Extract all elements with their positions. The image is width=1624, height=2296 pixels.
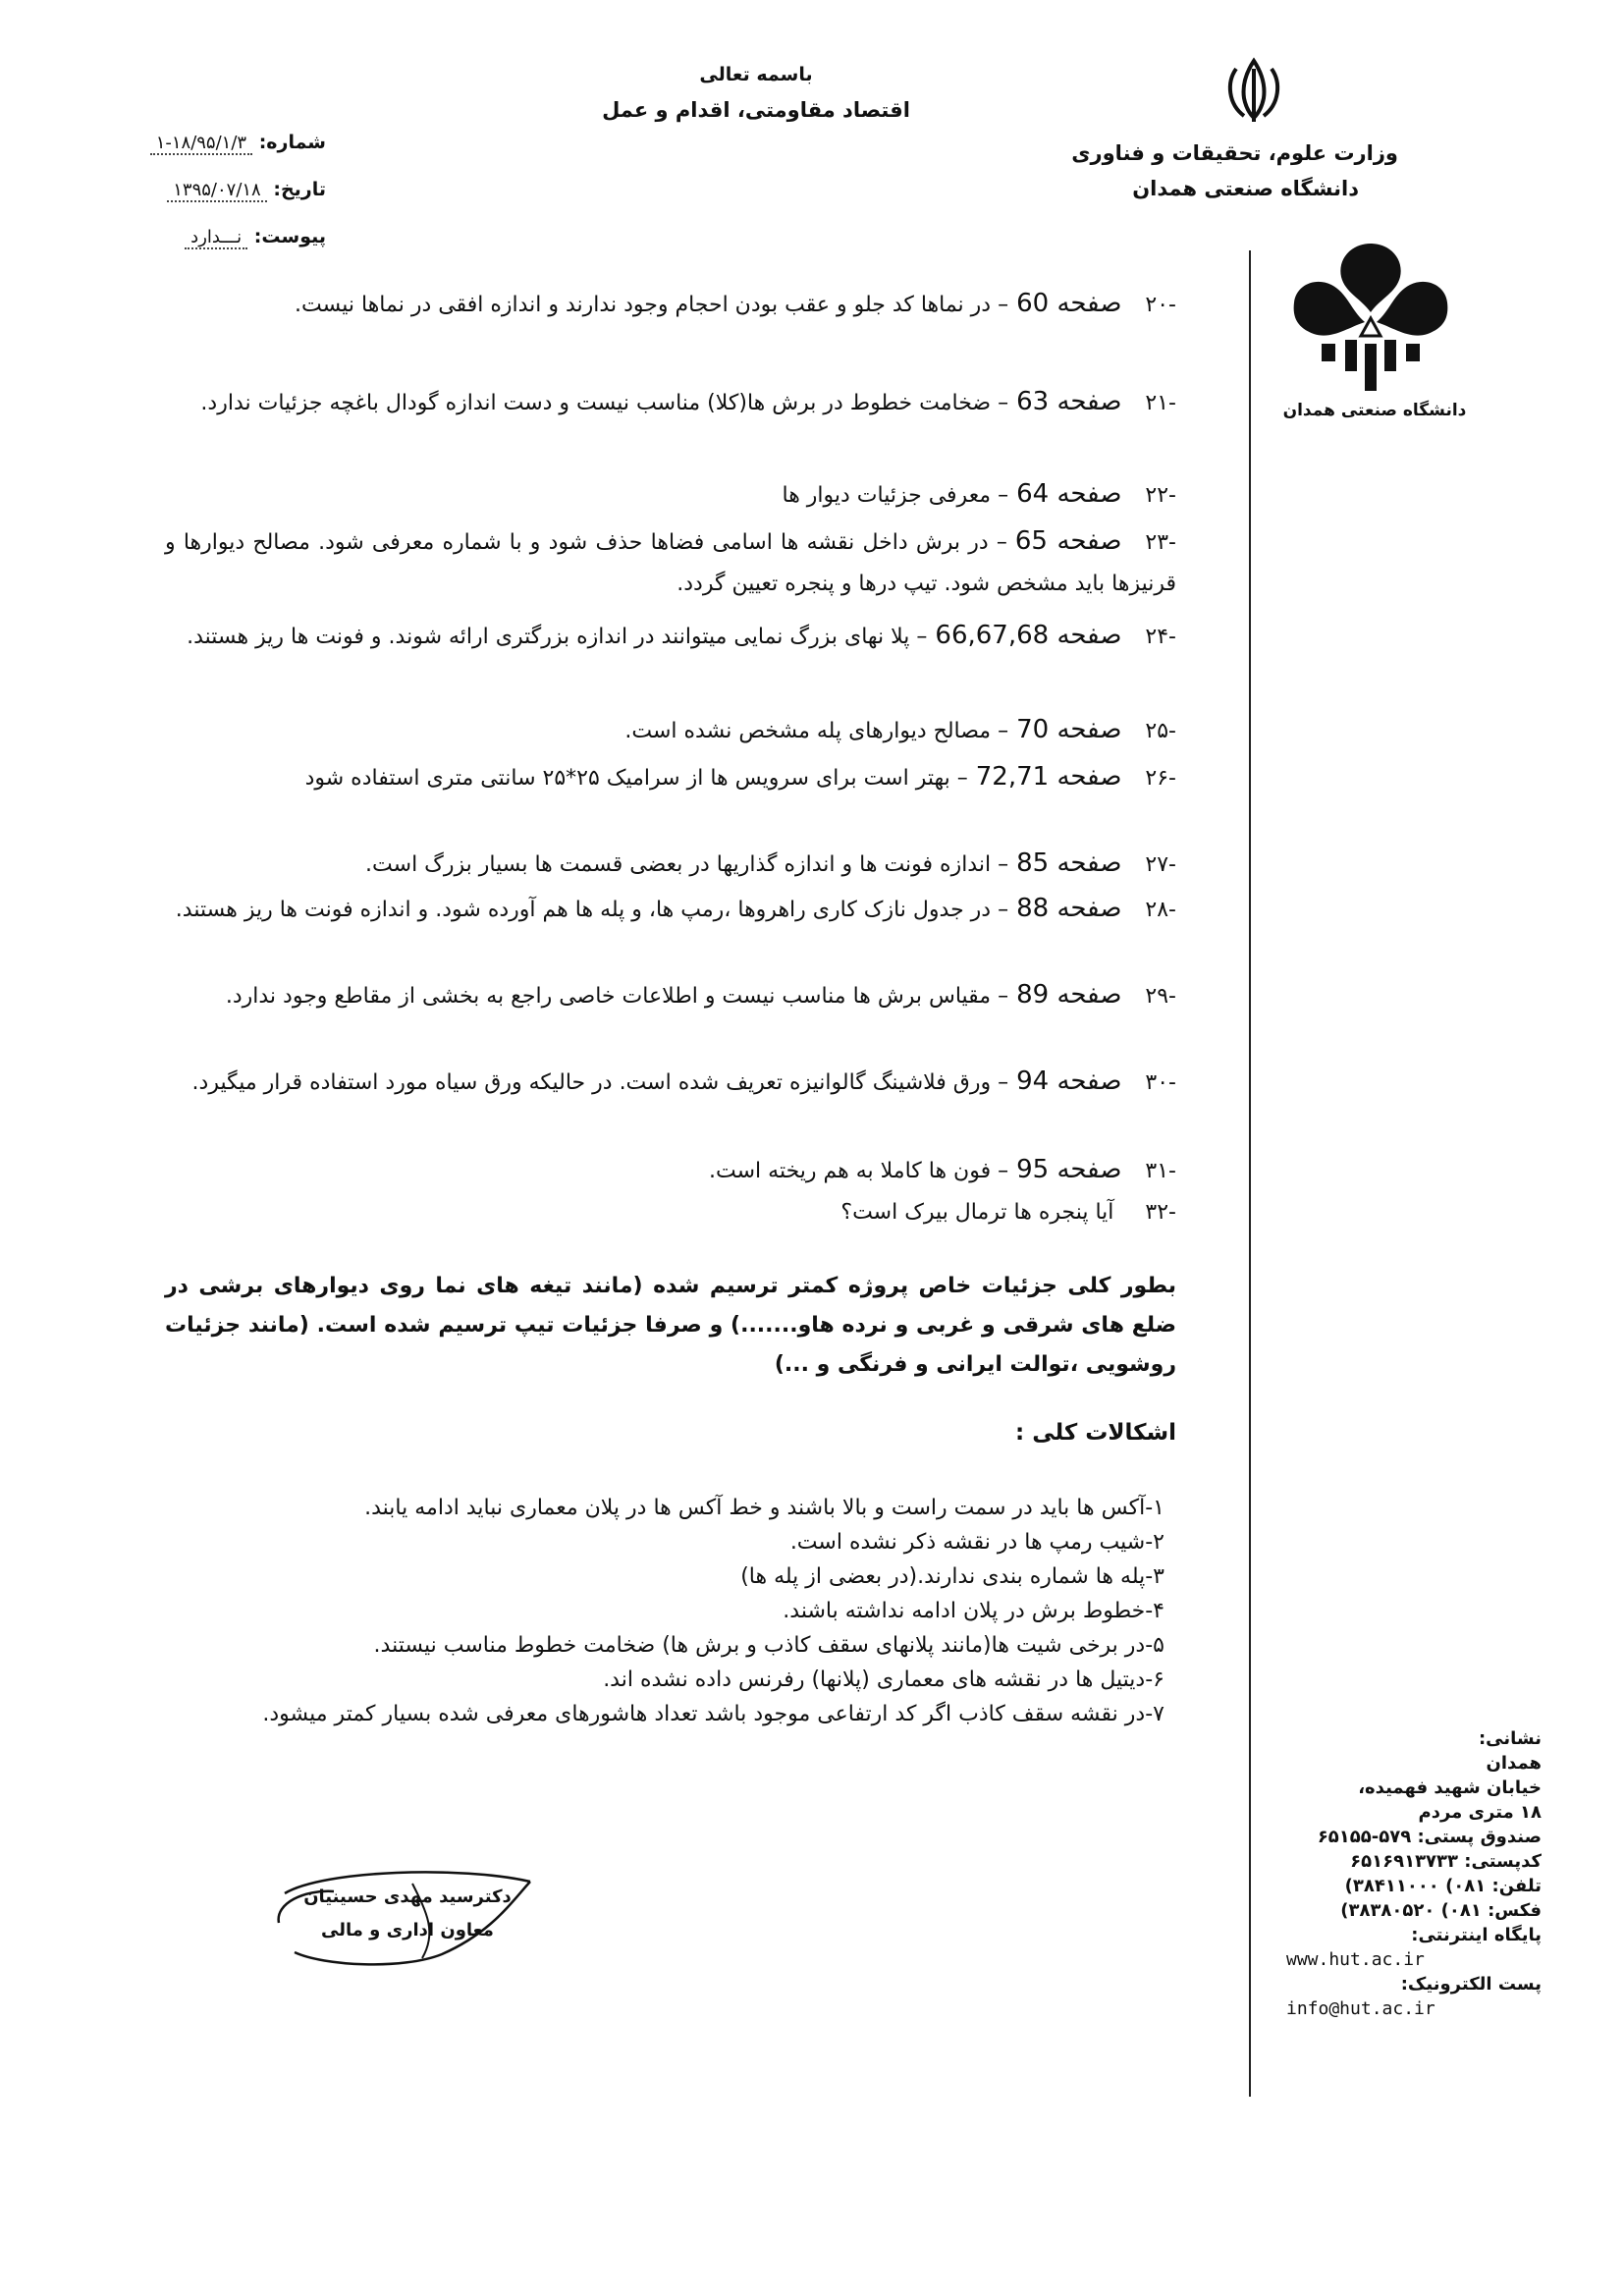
list-item: -۳۲آیا پنجره ها ترمال بیرک است؟	[840, 1200, 1176, 1225]
signatory	[275, 1881, 540, 1947]
list-item: ۶-دیتیل ها در نقشه های معماری (پلانها) رفرنس داده نشده اند.	[603, 1667, 1164, 1692]
address-phone: تلفن: ۰۸۱) ۳۸۴۱۱۰۰۰)	[1344, 1876, 1542, 1896]
general-issues-list	[173, 1491, 1164, 1731]
letter-attachment-value: نـــدارد	[185, 227, 247, 249]
bismillah: باسمه تعالی	[699, 64, 813, 85]
website-label: پایگاه اینترنتی:	[1411, 1925, 1542, 1945]
list-item: -۲۰صفحه 60– در نماها کد جلو و عقب بودن احجام وجود ندارند و اندازه افقی در نماها نیست.	[295, 289, 1176, 318]
margin-divider	[1249, 250, 1251, 2097]
list-item: -۲۲صفحه 64– معرفی جزئیات دیوار ها	[782, 479, 1176, 509]
list-item: -۳۰صفحه 94– ورق فلاشینگ گالوانیزه تعریف شده است. در حالیکه ورق سیاه مورد استفاده قرار میگیرد.	[191, 1066, 1176, 1096]
university-logo-icon	[1282, 234, 1459, 401]
list-item: -۲۵صفحه 70– مصالح دیوارهای پله مشخص نشده است.	[624, 715, 1176, 744]
website-link[interactable]: www.hut.ac.ir	[1286, 1949, 1425, 1970]
list-item: -۲۳صفحه 65– در برش داخل نقشه ها اسامی فضاها حذف شود و با شماره معرفی شود. مصالح دیوارها و قرنیزها باید مشخص شود. تیپ درها و پنجره تعیین گردد.	[165, 526, 1176, 596]
email-label: پست الکترونیک:	[1400, 1974, 1542, 1995]
signatory-title: معاون اداری و مالی	[321, 1920, 494, 1941]
address-city: همدان	[1486, 1753, 1542, 1774]
address-fax: فکس: ۰۸۱) ۳۸۳۸۰۵۲۰)	[1340, 1900, 1542, 1921]
list-item: ۱-آکس ها باید در سمت راست و بالا باشند و خط آکس ها در پلان معماری نباید ادامه یابند.	[364, 1496, 1164, 1520]
letter-date-value: ۱۳۹۵/۰۷/۱۸	[167, 180, 266, 202]
letter-attachment: پیوست: نـــدارد	[31, 226, 326, 247]
list-item: -۳۱صفحه 95– فون ها کاملا به هم ریخته است.	[709, 1155, 1176, 1184]
iran-emblem-icon	[1222, 55, 1285, 126]
list-item: -۲۷صفحه 85– اندازه فونت ها و اندازه گذاریها در بعضی قسمت ها بسیار بزرگ است.	[365, 848, 1176, 878]
email-link[interactable]: info@hut.ac.ir	[1286, 1998, 1435, 2019]
list-item: -۲۸صفحه 88– در جدول نازک کاری راهروها ،رمپ ها، و پله ها هم آورده شود. و اندازه فونت ها ریز هستند.	[175, 894, 1176, 923]
address-postal: کدپستی: ۶۵۱۶۹۱۳۷۳۳	[1350, 1851, 1542, 1872]
letter-number: شماره: ۱۸/۹۵/۱/۳-۱	[31, 132, 326, 153]
summary-paragraph: بطور کلی جزئیات خاص پروژه کمتر ترسیم شده (مانند تیغه های نما روی دیوارهای برشی در ضلع های شرقی و غربی و نرده هاو.......) و صرفا جزئیات تیپ ترسیم شده است. (مانند جزئیات روشویی ،توالت ایرانی و فرنگی و ...)	[165, 1274, 1176, 1377]
ministry-block	[986, 136, 1398, 206]
address-pobox: صندوق پستی: ۵۷۹-۶۵۱۵۵	[1317, 1827, 1542, 1847]
list-item: -۲۶صفحه 72,71– بهتر است برای سرویس ها از سرامیک ۲۵*۲۵ سانتی متری استفاده شود	[304, 762, 1176, 792]
address-street2: ۱۸ متری مردم	[1418, 1802, 1542, 1823]
logo-caption: دانشگاه صنعتی همدان	[1282, 401, 1467, 420]
letter-header	[550, 57, 962, 128]
address-label: نشانی:	[1478, 1728, 1542, 1749]
list-item: -۲۹صفحه 89– مقیاس برش ها مناسب نیست و اطلاعات خاصی راجع به بخشی از مقاطع وجود ندارد.	[225, 980, 1176, 1010]
motto: اقتصاد مقاومتی، اقدام و عمل	[602, 98, 910, 122]
general-issues-heading: اشکالات کلی :	[1015, 1420, 1176, 1446]
list-item: ۷-در نقشه سقف کاذب اگر کد ارتفاعی موجود باشد تعداد هاشورهای معرفی شده بسیار کمتر میشود.	[262, 1702, 1164, 1726]
address-street: خیابان شهید فهمیده،	[1358, 1777, 1542, 1798]
signatory-name: دکترسید مهدی حسینیان	[303, 1886, 512, 1907]
university-name: دانشگاه صنعتی همدان	[1132, 177, 1359, 200]
letter-date: تاریخ: ۱۳۹۵/۰۷/۱۸	[31, 179, 326, 200]
list-item: -۲۴صفحه 66,67,68– پلا نهای بزرگ نمایی میتوانند در اندازه بزرگتری ارائه شوند. و فونت ها ریز هستند.	[187, 621, 1176, 650]
list-item: -۲۱صفحه 63– ضخامت خطوط در برش ها(کلا) مناسب نیست و دست اندازه گودال باغچه جزئیات ندارد.	[200, 387, 1176, 416]
ministry-name: وزارت علوم، تحقیقات و فناوری	[1071, 141, 1398, 165]
list-item: ۴-خطوط برش در پلان ادامه نداشته باشند.	[783, 1599, 1164, 1623]
letter-number-value: ۱۸/۹۵/۱/۳-۱	[150, 133, 252, 155]
address-block	[1286, 1726, 1542, 2021]
list-item: ۳-پله ها شماره بندی ندارند.(در بعضی از پله ها)	[740, 1564, 1164, 1589]
list-item: ۵-در برخی شیت ها(مانند پلانهای سقف کاذب و برش ها) ضخامت خطوط مناسب نیستند.	[373, 1633, 1164, 1658]
list-item: ۲-شیب رمپ ها در نقشه ذکر نشده است.	[789, 1530, 1164, 1555]
